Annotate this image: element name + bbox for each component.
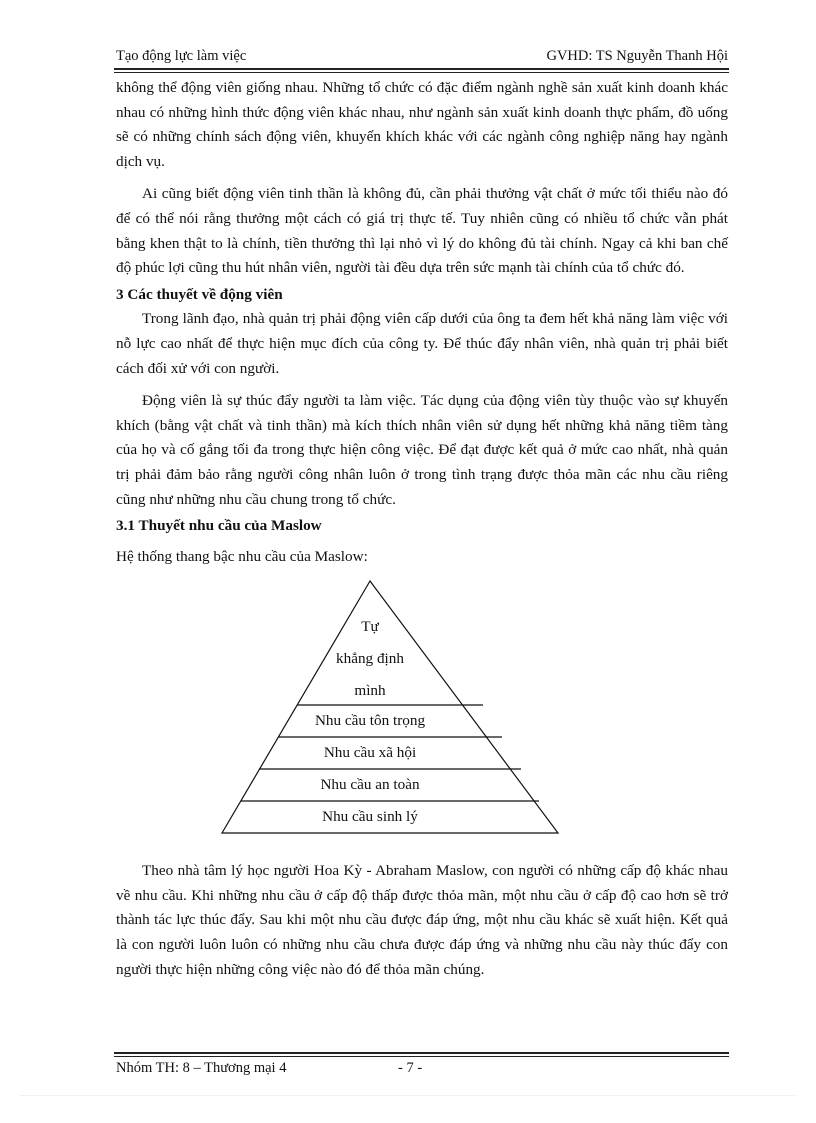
pyramid-level-esteem: Nhu cầu tôn trọng	[314, 712, 426, 730]
paragraph-3: Trong lãnh đạo, nhà quản trị phải động viên cấp dưới của ông ta đem hết khả năng làm việc với nỗ lực cao nhất để thực hiện mục đích của công ty. Để thúc đẩy nhân viên, nhà quản trị phải biết cách đối xử với con người.	[116, 310, 728, 377]
paragraph-1: không thể động viên giống nhau. Những tổ chức có đặc điểm ngành nghề sản xuất kinh doanh khác nhau có những hình thức động viên khác nhau, như ngành sản xuất kinh doanh thực phẩm, đồ uống sẽ có những chính sách động viên, khuyến khích khác với các ngành công nghiệp năng hay ngành dịch vụ.	[116, 79, 728, 170]
bottom-dotted-line	[20, 1095, 796, 1096]
footer-rule	[114, 1052, 729, 1054]
page-number: - 7 -	[398, 1060, 423, 1076]
section-heading-3-1: 3.1 Thuyết nhu cầu của Maslow	[116, 517, 322, 535]
header-title: Tạo động lực làm việc	[116, 48, 247, 64]
paragraph-4: Động viên là sự thúc đẩy người ta làm việc. Tác dụng của động viên tùy thuộc vào sự khuyến khích (bằng vật chất và tinh thần) mà kích thích nhân viên sử dụng hết những khả năng tiềm tàng của họ và cố gắng tối đa trong thực hiện công việc. Để đạt được kết quả ở mức cao nhất, nhà quản trị phải đảm bảo rằng người công nhân luôn ở trong tình trạng được thỏa mãn các nhu cầu riêng cũng như những nhu cầu chung trong tổ chức.	[116, 392, 728, 508]
header-rule	[114, 68, 729, 70]
maslow-pyramid	[116, 577, 728, 839]
pyramid-level-physiological: Nhu cầu sinh lý	[322, 808, 418, 826]
pyramid-level-social: Nhu cầu xã hội	[323, 744, 417, 762]
header-instructor: GVHD: TS Nguyễn Thanh Hội	[546, 48, 728, 64]
pyramid-top-line-2: khẳng định	[336, 650, 404, 668]
pyramid-top-line-3: mình	[354, 682, 386, 700]
footer-rule-thin	[114, 1056, 729, 1057]
document-body	[116, 76, 728, 982]
header-rule-thin	[114, 72, 729, 73]
pyramid-level-safety: Nhu cầu an toàn	[320, 776, 420, 794]
paragraph-6: Theo nhà tâm lý học người Hoa Kỳ - Abraham Maslow, con người có những cấp độ khác nhau về nhu cầu. Khi những nhu cầu ở cấp độ thấp được thỏa mãn, một nhu cầu ở cấp độ cao hơn sẽ trở thành tác lực thúc đẩy. Sau khi một nhu cầu được đáp ứng, một nhu cầu khác sẽ xuất hiện. Kết quả là con người luôn luôn có những nhu cầu chưa được đáp ứng và những nhu cầu này thúc đẩy con người thực hiện những công việc nào đó để thỏa mãn chúng.	[116, 862, 728, 978]
footer-group: Nhóm TH: 8 – Thương mại 4	[116, 1060, 287, 1076]
section-heading-3: 3 Các thuyết về động viên	[116, 285, 283, 303]
page-header	[116, 46, 728, 66]
pyramid-top-line-1: Tự	[361, 618, 379, 636]
paragraph-2: Ai cũng biết động viên tinh thần là không đủ, cần phải thưởng vật chất ở mức tối thiểu nào đó để có thể nói rằng thưởng một cách có giá trị thực tế. Tuy nhiên cũng có nhiều tổ chức vẫn phát bằng khen thật to là chính, tiền thưởng thì lại nhỏ vì lý do không đủ tài chính. Ngay cả khi ban chế độ phúc lợi cũng thu hút nhân viên, người tài đều dựa trên sức mạnh tài chính của tổ chức đó.	[116, 185, 728, 277]
paragraph-5: Hệ thống thang bậc nhu cầu của Maslow:	[116, 547, 368, 565]
